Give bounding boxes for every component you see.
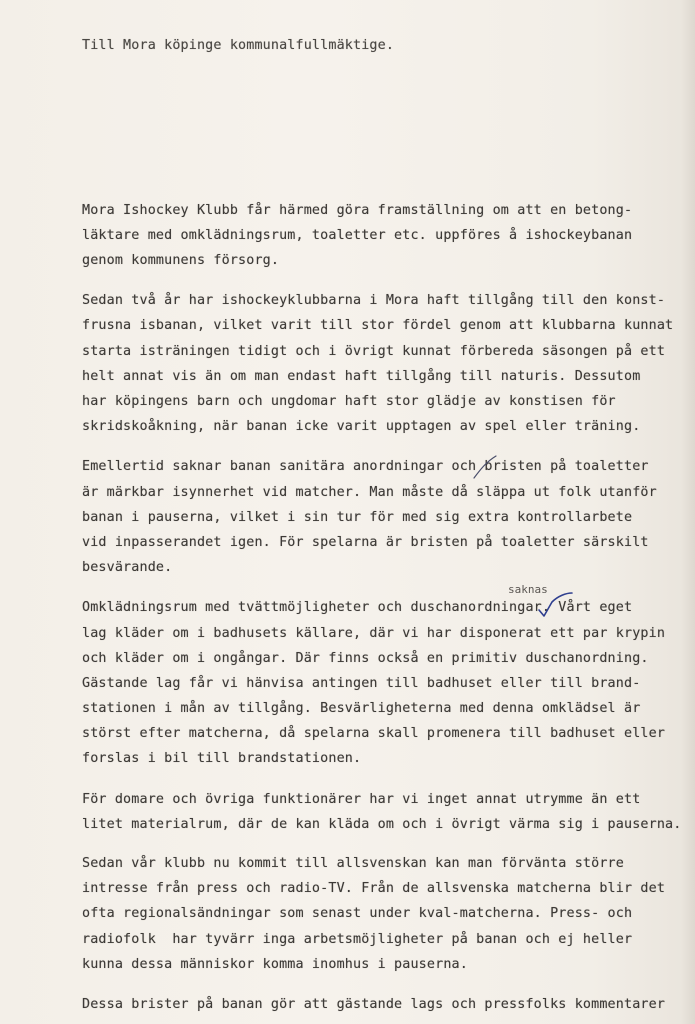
addressee-line: Till Mora köpinge kommunalfullmäktige. (82, 38, 395, 53)
paragraph-6-line-5: kunna dessa människor komma inomhus i pauserna. (82, 957, 468, 972)
paragraph-1-line-2: läktare med omklädningsrum, toaletter etc. uppföres å ishockeybanan (82, 228, 633, 243)
paragraph-4-line-5: stationen i mån av tillgång. Besvärligheterna med denna omklädsel är (82, 701, 641, 716)
paragraph-5-line-2: litet materialrum, där de kan kläda om och i övrigt värma sig i pauserna. (82, 817, 682, 832)
paragraph-2-line-5: har köpingens barn och ungdomar haft stor glädje av konstisen för (82, 394, 616, 409)
paragraph-6-line-1: Sedan vår klubb nu kommit till allsvenskan kan man förvänta större (82, 856, 624, 871)
paragraph-3-line-3: banan i pauserna, vilket i sin tur för med sig extra kontrollarbete (82, 510, 633, 525)
paragraph-2-line-3: starta isträningen tidigt och i övrigt kunnat förbereda säsongen på ett (82, 344, 666, 359)
paper-edge-shadow (681, 0, 695, 1024)
pen-caret-mark-upper (470, 452, 500, 482)
paragraph-3-line-2: är märkbar isynnerhet vid matcher. Man måste då släppa ut folk utanför (82, 485, 657, 500)
paragraph-3-line-5: besvärande. (82, 560, 173, 575)
paragraph-7-line-1: Dessa brister på banan gör att gästande lags och pressfolks kommentarer (82, 997, 666, 1012)
paragraph-2-line-4: helt annat vis än om man endast haft tillgång till naturis. Dessutom (82, 369, 641, 384)
paragraph-3-line-4: vid inpasserandet igen. För spelarna är bristen på toaletter särskilt (82, 535, 649, 550)
paragraph-4-line-4: Gästande lag får vi hänvisa antingen till badhuset eller till brand- (82, 676, 641, 691)
paragraph-2-line-1: Sedan två år har ishockeyklubbarna i Mora haft tillgång till den konst- (82, 293, 666, 308)
paragraph-4-line-1: Omklädningsrum med tvättmöjligheter och duschanordningar. Vårt eget (82, 600, 633, 615)
paragraph-3-line-1: Emellertid saknar banan sanitära anordningar och bristen på toaletter (82, 459, 649, 474)
paragraph-4-line-6: störst efter matcherna, då spelarna skall promenera till badhuset eller (82, 726, 666, 741)
paragraph-1-line-3: genom kommunens försorg. (82, 253, 280, 268)
paragraph-6-line-3: ofta regionalsändningar som senast under kval-matcherna. Press- och (82, 906, 633, 921)
paragraph-1-line-1: Mora Ishockey Klubb får härmed göra framställning om att en betong- (82, 203, 633, 218)
paragraph-4-line-7: forslas i bil till brandstationen. (82, 751, 362, 766)
handwritten-annotation: saknas (508, 583, 548, 596)
paragraph-5-line-1: För domare och övriga funktionärer har vi inget annat utrymme än ett (82, 792, 641, 807)
paragraph-6-line-2: intresse från press och radio-TV. Från de allsvenska matcherna blir det (82, 881, 666, 896)
pen-caret-mark-blue (536, 590, 576, 620)
paragraph-6-line-4: radiofolk har tyvärr inga arbetsmöjligheter på banan och ej heller (82, 932, 633, 947)
paragraph-2-line-2: frusna isbanan, vilket varit till stor fördel genom att klubbarna kunnat (82, 318, 674, 333)
paragraph-2-line-6: skridskoåkning, när banan icke varit upptagen av spel eller träning. (82, 419, 641, 434)
paragraph-4-line-3: och kläder om i ongångar. Där finns också en primitiv duschanordning. (82, 651, 649, 666)
paragraph-4-line-2: lag kläder om i badhusets källare, där vi har disponerat ett par krypin (82, 626, 666, 641)
